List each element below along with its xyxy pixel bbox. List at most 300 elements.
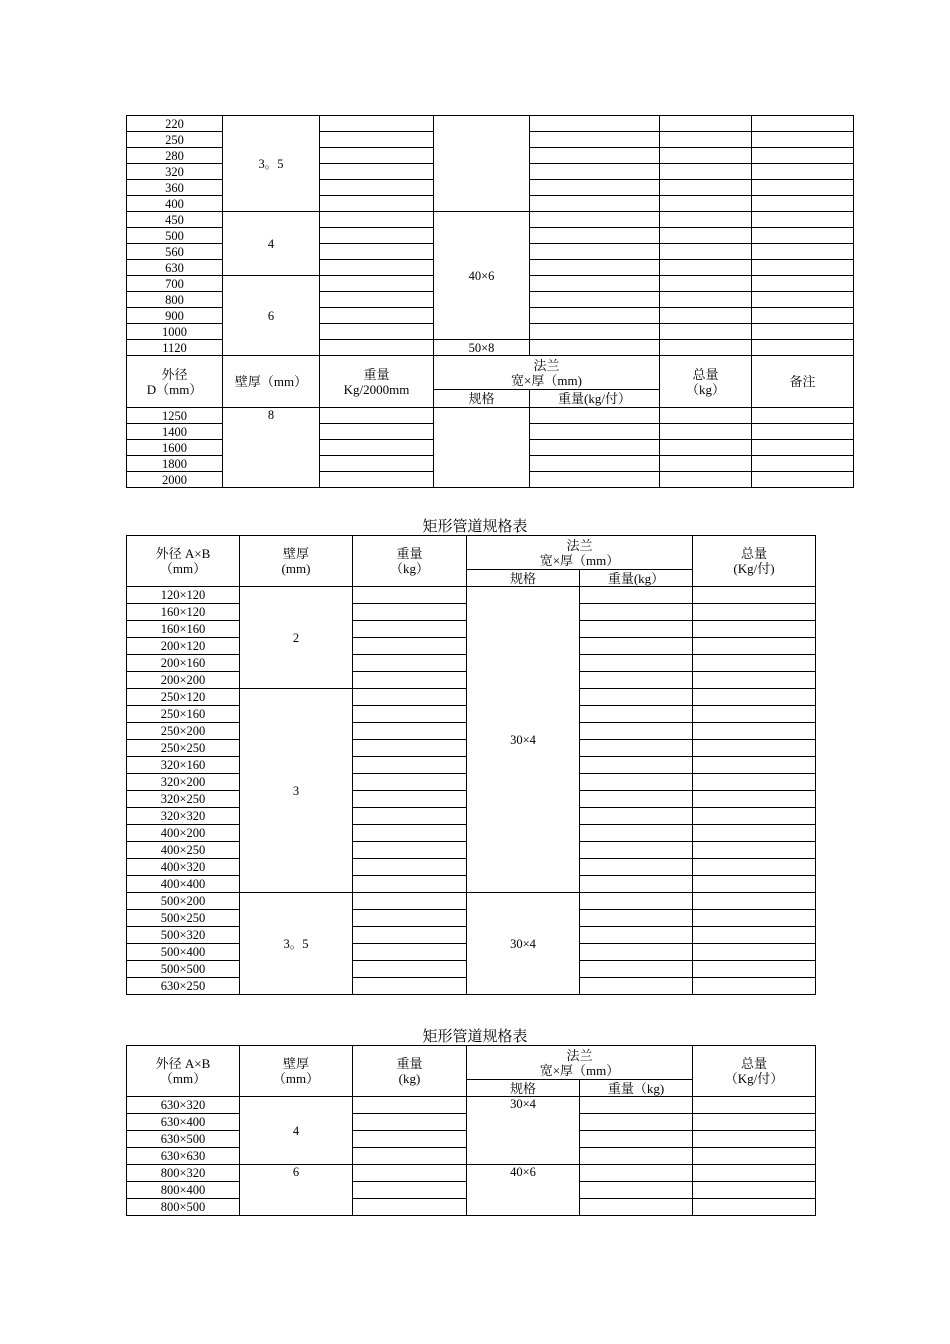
rect1-empty-cell [693, 893, 816, 910]
rect2-size-cell: 630×320 [127, 1097, 240, 1114]
round-lower-size-cell: 1600 [127, 440, 223, 456]
round-upper-size-cell: 400 [127, 196, 223, 212]
rect1-empty-cell [580, 638, 693, 655]
rect1-size-cell: 630×250 [127, 978, 240, 995]
rect2-header-flange-weight: 重量（kg) [580, 1080, 693, 1097]
rect1-size-cell: 320×250 [127, 791, 240, 808]
rect1-size-cell: 320×160 [127, 757, 240, 774]
rect1-size-cell: 500×400 [127, 944, 240, 961]
rect1-header-total [693, 536, 816, 587]
rect2-header-total-line1: 总量 [740, 1056, 767, 1071]
header-outer-diameter-line2: D（mm） [146, 381, 203, 397]
rect1-empty-cell [353, 944, 467, 961]
round-upper-empty-cell [660, 132, 752, 148]
round-lower-empty-cell [752, 424, 854, 440]
flange-spec-cell: 40×6 [467, 1165, 580, 1216]
rect2-empty-cell [693, 1097, 816, 1114]
rect1-header-wall-line2: (mm) [281, 561, 311, 576]
round-upper-empty-cell [752, 228, 854, 244]
round-lower-empty-cell [660, 424, 752, 440]
rect2-empty-cell [353, 1148, 467, 1165]
rect2-empty-cell [580, 1148, 693, 1165]
rect2-empty-cell [353, 1199, 467, 1216]
round-lower-size-cell: 1400 [127, 424, 223, 440]
rect1-empty-cell [693, 604, 816, 621]
rect1-header-flange-spec: 规格 [467, 570, 580, 587]
round-duct-table [126, 115, 854, 488]
rect1-size-cell: 250×120 [127, 689, 240, 706]
rect2-empty-cell [693, 1114, 816, 1131]
rect1-header-flange-line1: 法兰 [566, 537, 593, 553]
round-upper-empty-cell [752, 260, 854, 276]
rect2-size-cell: 800×400 [127, 1182, 240, 1199]
round-upper-empty-cell [752, 340, 854, 356]
header-flange-spec: 规格 [434, 390, 530, 408]
rect-1-body [127, 587, 816, 995]
rect1-empty-cell [353, 791, 467, 808]
rect1-header-weight-line2: （kg） [389, 561, 429, 576]
round-upper-size-cell: 1120 [127, 340, 223, 356]
round-upper-empty-cell [752, 308, 854, 324]
rect1-empty-cell [693, 723, 816, 740]
rect1-size-cell: 400×250 [127, 842, 240, 859]
flange-spec-cell: 30×4 [467, 1097, 580, 1165]
rect1-empty-cell [580, 655, 693, 672]
rect1-size-cell: 250×200 [127, 723, 240, 740]
round-upper-empty-cell [320, 228, 434, 244]
round-upper-empty-cell [530, 116, 660, 132]
rect1-empty-cell [693, 791, 816, 808]
rect1-empty-cell [353, 910, 467, 927]
round-lower-empty-cell [530, 456, 660, 472]
flange-spec-blank [434, 408, 530, 488]
wall-cell: 6 [223, 276, 320, 356]
round-upper-empty-cell [660, 340, 752, 356]
round-lower-empty-cell [660, 472, 752, 488]
rect1-empty-cell [693, 825, 816, 842]
round-upper-empty-cell [660, 116, 752, 132]
wall-cell: 3 [240, 689, 353, 893]
rect1-size-cell: 200×120 [127, 638, 240, 655]
rect2-header-weight-line1: 重量 [396, 1056, 423, 1071]
round-upper-empty-cell [752, 276, 854, 292]
rect-duct-table-1 [126, 535, 816, 995]
round-lower-empty-cell [660, 456, 752, 472]
round-upper-empty-cell [530, 276, 660, 292]
round-upper-empty-cell [660, 308, 752, 324]
round-lower-size-cell: 1800 [127, 456, 223, 472]
round-lower-empty-cell [320, 440, 434, 456]
wall-cell: 4 [240, 1097, 353, 1165]
round-lower-empty-cell [320, 408, 434, 424]
round-lower-size-cell: 1250 [127, 408, 223, 424]
header-outer-diameter-line1: 外径 [161, 366, 188, 382]
round-upper-empty-cell [320, 324, 434, 340]
round-lower-size-cell: 2000 [127, 472, 223, 488]
round-upper-empty-cell [530, 260, 660, 276]
rect1-empty-cell [353, 655, 467, 672]
rect1-empty-cell [580, 791, 693, 808]
rect1-empty-cell [580, 740, 693, 757]
rect2-header-wall-line2: （mm） [272, 1071, 320, 1086]
rect2-row [127, 1165, 816, 1182]
round-upper-size-cell: 900 [127, 308, 223, 324]
round-upper-empty-cell [530, 324, 660, 340]
round-upper-empty-cell [660, 180, 752, 196]
rect1-empty-cell [580, 808, 693, 825]
rect1-empty-cell [353, 927, 467, 944]
flange-spec-cell: 30×4 [467, 893, 580, 995]
rect1-empty-cell [693, 808, 816, 825]
rect1-header-flange [467, 536, 693, 570]
rect1-empty-cell [353, 978, 467, 995]
header-flange-weight: 重量(kg/付） [530, 390, 660, 408]
rect2-header-wall [240, 1046, 353, 1097]
rect1-size-cell: 400×200 [127, 825, 240, 842]
round-lower-empty-cell [752, 408, 854, 424]
rect2-empty-cell [353, 1131, 467, 1148]
rect1-empty-cell [353, 723, 467, 740]
rect1-empty-cell [580, 621, 693, 638]
header-total [660, 356, 752, 408]
round-upper-empty-cell [320, 180, 434, 196]
round-upper-size-cell: 800 [127, 292, 223, 308]
flange-spec-cell: 50×8 [434, 340, 530, 356]
rect2-header-wall-line1: 壁厚 [282, 1056, 309, 1071]
rect1-empty-cell [353, 893, 467, 910]
round-lower-empty-cell [320, 456, 434, 472]
header-outer-diameter [127, 356, 223, 408]
rect2-size-cell: 630×630 [127, 1148, 240, 1165]
rect1-size-cell: 320×200 [127, 774, 240, 791]
round-upper-size-cell: 1000 [127, 324, 223, 340]
rect1-header-size [127, 536, 240, 587]
round-upper-empty-cell [320, 292, 434, 308]
round-upper-empty-cell [752, 116, 854, 132]
round-upper-empty-cell [320, 340, 434, 356]
rect1-header-wall-line1: 壁厚 [282, 546, 309, 561]
rect1-size-cell: 500×200 [127, 893, 240, 910]
rect2-empty-cell [580, 1165, 693, 1182]
rect2-size-cell: 630×400 [127, 1114, 240, 1131]
round-upper-empty-cell [530, 212, 660, 228]
rect1-empty-cell [580, 723, 693, 740]
rect2-empty-cell [693, 1165, 816, 1182]
rect1-empty-cell [693, 876, 816, 893]
wall-cell: 8 [223, 408, 320, 488]
header-remarks: 备注 [752, 356, 854, 408]
round-upper-empty-cell [752, 148, 854, 164]
rect2-header-total-line2: （Kg/付） [724, 1071, 784, 1086]
rect1-size-cell: 200×200 [127, 672, 240, 689]
rect1-size-cell: 200×160 [127, 655, 240, 672]
round-lower-empty-cell [320, 424, 434, 440]
rect1-header-wall [240, 536, 353, 587]
rect1-empty-cell [580, 842, 693, 859]
rect1-empty-cell [353, 587, 467, 604]
rect1-empty-cell [693, 961, 816, 978]
rect1-size-cell: 400×400 [127, 876, 240, 893]
round-upper-empty-cell [752, 164, 854, 180]
rect2-header-flange-line1: 法兰 [566, 1047, 593, 1063]
round-lower-empty-cell [752, 472, 854, 488]
round-upper-empty-cell [660, 244, 752, 260]
rect2-size-cell: 800×320 [127, 1165, 240, 1182]
round-upper-empty-cell [752, 324, 854, 340]
rect2-empty-cell [353, 1165, 467, 1182]
rect2-empty-cell [693, 1199, 816, 1216]
rect1-empty-cell [353, 689, 467, 706]
round-upper-empty-cell [660, 212, 752, 228]
round-upper-empty-cell [320, 116, 434, 132]
rect2-header-size-line2: （mm） [159, 1071, 207, 1086]
rect2-empty-cell [353, 1182, 467, 1199]
rect2-header-total [693, 1046, 816, 1097]
rect2-header-flange-spec: 规格 [467, 1080, 580, 1097]
rect1-empty-cell [580, 774, 693, 791]
rect1-empty-cell [353, 774, 467, 791]
header-flange [434, 356, 660, 390]
rect1-empty-cell [353, 672, 467, 689]
rect2-empty-cell [693, 1131, 816, 1148]
rect1-empty-cell [353, 859, 467, 876]
round-upper-row [127, 212, 854, 228]
round-upper-size-cell: 560 [127, 244, 223, 260]
rect1-empty-cell [580, 825, 693, 842]
rect1-empty-cell [353, 808, 467, 825]
rect1-empty-cell [693, 774, 816, 791]
round-upper-empty-cell [660, 324, 752, 340]
rect1-empty-cell [693, 689, 816, 706]
rect-duct-table-2 [126, 1045, 816, 1216]
rect1-empty-cell [353, 876, 467, 893]
round-upper-size-cell: 630 [127, 260, 223, 276]
rect1-empty-cell [693, 978, 816, 995]
round-upper-empty-cell [660, 228, 752, 244]
rect2-empty-cell [693, 1182, 816, 1199]
wall-cell: 3。5 [240, 893, 353, 995]
round-upper-empty-cell [660, 148, 752, 164]
round-upper-empty-cell [530, 132, 660, 148]
header-total-line1: 总量 [692, 366, 719, 382]
rect1-size-cell: 400×320 [127, 859, 240, 876]
rect2-header-flange [467, 1046, 693, 1080]
round-lower-empty-cell [530, 472, 660, 488]
round-upper-size-cell: 450 [127, 212, 223, 228]
round-upper-empty-cell [660, 260, 752, 276]
round-upper-size-cell: 220 [127, 116, 223, 132]
header-total-line2: （kg） [685, 381, 725, 397]
rect1-empty-cell [353, 638, 467, 655]
flange-spec-cell: 30×4 [467, 587, 580, 893]
rect1-row [127, 587, 816, 604]
rect1-empty-cell [353, 706, 467, 723]
rect1-empty-cell [693, 927, 816, 944]
wall-cell: 4 [223, 212, 320, 276]
rect2-empty-cell [693, 1148, 816, 1165]
rect1-empty-cell [353, 961, 467, 978]
round-upper-empty-cell [320, 276, 434, 292]
header-weight [320, 356, 434, 408]
rect-table-1-caption: 矩形管道规格表 [422, 519, 528, 535]
round-lower-empty-cell [530, 408, 660, 424]
rect1-size-cell: 120×120 [127, 587, 240, 604]
rect2-empty-cell [353, 1114, 467, 1131]
rect1-empty-cell [580, 944, 693, 961]
rect1-empty-cell [353, 621, 467, 638]
round-upper-empty-cell [320, 132, 434, 148]
header-weight-line2: Kg/2000mm [343, 381, 410, 397]
rect1-empty-cell [353, 825, 467, 842]
header-flange-line1: 法兰 [533, 357, 560, 373]
rect1-empty-cell [693, 910, 816, 927]
rect1-size-cell: 250×250 [127, 740, 240, 757]
round-upper-empty-cell [530, 292, 660, 308]
round-upper-size-cell: 320 [127, 164, 223, 180]
round-lower-body [127, 408, 854, 488]
round-upper-empty-cell [752, 180, 854, 196]
rect1-empty-cell [580, 604, 693, 621]
round-upper-body [127, 116, 854, 356]
rect2-empty-cell [580, 1114, 693, 1131]
rect1-empty-cell [580, 859, 693, 876]
round-upper-empty-cell [752, 244, 854, 260]
round-upper-empty-cell [320, 164, 434, 180]
rect1-size-cell: 500×500 [127, 961, 240, 978]
wall-cell: 6 [240, 1165, 353, 1216]
rect2-header-flange-line2: 宽×厚（mm） [539, 1062, 620, 1078]
round-lower-empty-cell [530, 424, 660, 440]
round-upper-empty-cell [752, 292, 854, 308]
rect1-row [127, 893, 816, 910]
round-lower-row [127, 408, 854, 424]
rect1-empty-cell [693, 621, 816, 638]
rect1-empty-cell [580, 927, 693, 944]
round-upper-empty-cell [320, 212, 434, 228]
round-upper-empty-cell [530, 180, 660, 196]
flange-spec-cell: 40×6 [434, 212, 530, 340]
rect1-empty-cell [580, 978, 693, 995]
round-upper-empty-cell [530, 244, 660, 260]
rect1-header-flange-line2: 宽×厚（mm） [539, 552, 620, 568]
rect1-empty-cell [693, 672, 816, 689]
rect1-empty-cell [693, 859, 816, 876]
round-upper-row [127, 116, 854, 132]
rect1-empty-cell [693, 740, 816, 757]
rect1-header-total-line1: 总量 [740, 546, 767, 561]
round-upper-empty-cell [660, 196, 752, 212]
round-upper-empty-cell [320, 308, 434, 324]
rect1-empty-cell [693, 842, 816, 859]
rect1-size-cell: 250×160 [127, 706, 240, 723]
round-lower-empty-cell [530, 440, 660, 456]
rect2-empty-cell [580, 1131, 693, 1148]
rect-2-header [127, 1046, 816, 1097]
rect1-empty-cell [693, 638, 816, 655]
round-upper-empty-cell [320, 244, 434, 260]
rect1-empty-cell [353, 740, 467, 757]
wall-cell: 2 [240, 587, 353, 689]
round-lower-empty-cell [752, 440, 854, 456]
rect1-empty-cell [580, 757, 693, 774]
rect-table-2-caption: 矩形管道规格表 [422, 1029, 528, 1045]
rect1-header-weight-line1: 重量 [396, 546, 423, 561]
rect2-header-size [127, 1046, 240, 1097]
rect2-empty-cell [580, 1182, 693, 1199]
round-lower-empty-cell [660, 408, 752, 424]
rect1-size-cell: 160×120 [127, 604, 240, 621]
round-upper-empty-cell [530, 164, 660, 180]
rect1-empty-cell [353, 604, 467, 621]
round-upper-size-cell: 360 [127, 180, 223, 196]
round-upper-size-cell: 250 [127, 132, 223, 148]
round-upper-empty-cell [530, 228, 660, 244]
rect1-empty-cell [580, 689, 693, 706]
rect1-size-cell: 500×320 [127, 927, 240, 944]
rect2-empty-cell [580, 1199, 693, 1216]
round-upper-empty-cell [320, 196, 434, 212]
rect1-header-weight [353, 536, 467, 587]
wall-cell: 3。5 [223, 116, 320, 212]
rect-1-header [127, 536, 816, 587]
round-lower-empty-cell [752, 456, 854, 472]
rect2-empty-cell [353, 1097, 467, 1114]
round-upper-empty-cell [530, 148, 660, 164]
rect2-header-weight [353, 1046, 467, 1097]
round-upper-size-cell: 280 [127, 148, 223, 164]
round-upper-empty-cell [530, 308, 660, 324]
round-upper-empty-cell [530, 340, 660, 356]
round-lower-empty-cell [660, 440, 752, 456]
header-flange-line2: 宽×厚（mm) [511, 372, 582, 388]
rect1-header-size-line1: 外径 A×B [155, 546, 211, 561]
rect1-empty-cell [693, 587, 816, 604]
round-header [127, 356, 854, 408]
rect1-empty-cell [580, 961, 693, 978]
rect1-empty-cell [580, 910, 693, 927]
round-upper-size-cell: 500 [127, 228, 223, 244]
rect1-empty-cell [580, 672, 693, 689]
round-upper-empty-cell [320, 260, 434, 276]
rect1-empty-cell [693, 944, 816, 961]
rect-2-body [127, 1097, 816, 1216]
rect1-empty-cell [693, 706, 816, 723]
rect2-size-cell: 800×500 [127, 1199, 240, 1216]
rect1-empty-cell [353, 842, 467, 859]
round-upper-empty-cell [530, 196, 660, 212]
header-weight-line1: 重量 [363, 366, 390, 382]
rect1-empty-cell [693, 757, 816, 774]
rect1-empty-cell [580, 876, 693, 893]
round-upper-empty-cell [752, 196, 854, 212]
round-upper-empty-cell [660, 164, 752, 180]
rect1-header-size-line2: （mm） [159, 561, 207, 576]
rect1-header-total-line2: (Kg/付) [733, 561, 775, 576]
round-upper-size-cell: 700 [127, 276, 223, 292]
rect1-empty-cell [693, 655, 816, 672]
round-upper-empty-cell [752, 212, 854, 228]
round-lower-empty-cell [320, 472, 434, 488]
round-upper-empty-cell [660, 276, 752, 292]
rect2-empty-cell [580, 1097, 693, 1114]
rect2-row [127, 1097, 816, 1114]
flange-spec-blank [434, 116, 530, 212]
rect2-header-size-line1: 外径 A×B [155, 1056, 211, 1071]
round-upper-empty-cell [752, 132, 854, 148]
rect1-size-cell: 160×160 [127, 621, 240, 638]
rect1-empty-cell [580, 706, 693, 723]
rect2-size-cell: 630×500 [127, 1131, 240, 1148]
